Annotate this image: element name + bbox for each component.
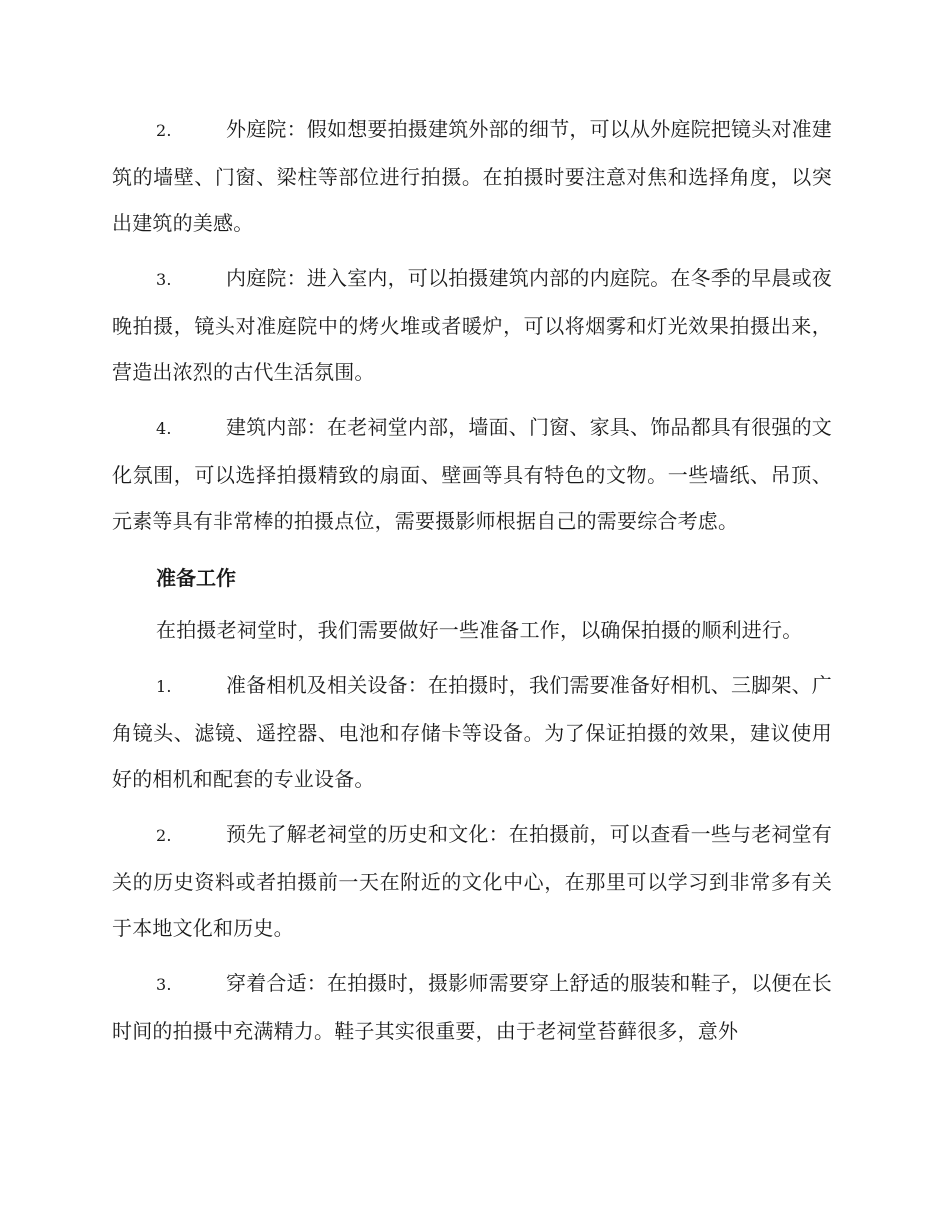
list-item-text: 建筑内部：在老祠堂内部，墙面、门窗、家具、饰品都具有很强的文化氛围，可以选择拍摄精致的扇面、壁画等具有特色的文物。一些墙纸、吊顶、元素等具有非常棒的拍摄点位，需要摄影师根据自己的需要综合考虑。 xyxy=(112,415,832,533)
list-item-text: 内庭院：进入室内，可以拍摄建筑内部的内庭院。在冬季的早晨或夜晚拍摄，镜头对准庭院中的烤火堆或者暖炉，可以将烟雾和灯光效果拍摄出来，营造出浓烈的古代生活氛围。 xyxy=(112,266,832,384)
list-item xyxy=(112,662,832,802)
list-number: 2. xyxy=(156,826,172,845)
list-item xyxy=(112,106,832,246)
list-number: 3. xyxy=(156,975,172,994)
section-heading: 准备工作 xyxy=(156,566,236,590)
list-item-text: 准备相机及相关设备：在拍摄时，我们需要准备好相机、三脚架、广角镜头、滤镜、遥控器、电池和存储卡等设备。为了保证拍摄的效果，建议使用好的相机和配套的专业设备。 xyxy=(112,673,832,791)
list-number: 4. xyxy=(156,419,172,438)
list-item-text: 预先了解老祠堂的历史和文化：在拍摄前，可以查看一些与老祠堂有关的历史资料或者拍摄前一天在附近的文化中心，在那里可以学习到非常多有关于本地文化和历史。 xyxy=(112,822,832,940)
list-item-text: 穿着合适：在拍摄时，摄影师需要穿上舒适的服装和鞋子，以便在长时间的拍摄中充满精力。鞋子其实很重要，由于老祠堂苔藓很多，意外 xyxy=(112,971,832,1043)
list-number: 2. xyxy=(156,121,172,140)
list-item xyxy=(112,960,832,1054)
list-item xyxy=(112,404,832,544)
document-page xyxy=(112,106,832,1063)
list-item xyxy=(112,811,832,951)
list-item-text: 外庭院：假如想要拍摄建筑外部的细节，可以从外庭院把镜头对准建筑的墙壁、门窗、梁柱等部位进行拍摄。在拍摄时要注意对焦和选择角度，以突出建筑的美感。 xyxy=(112,117,832,235)
list-item xyxy=(112,255,832,395)
section-intro: 在拍摄老祠堂时，我们需要做好一些准备工作，以确保拍摄的顺利进行。 xyxy=(156,618,803,642)
list-number: 3. xyxy=(156,270,172,289)
list-number: 1. xyxy=(156,677,172,696)
